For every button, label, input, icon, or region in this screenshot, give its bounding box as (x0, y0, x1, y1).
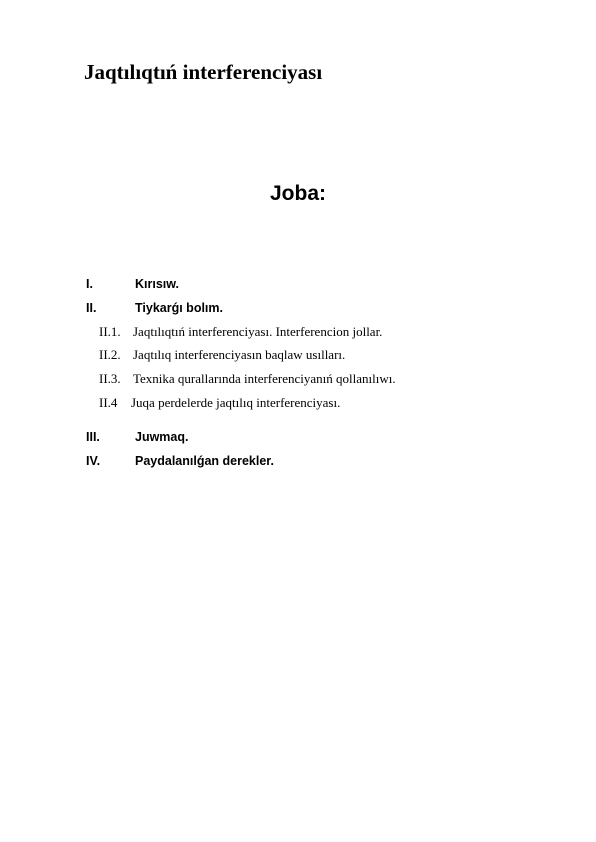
toc-item-text: Juqa perdelerde jaqtılıq interferenciyası. (131, 395, 341, 410)
toc-item-text: Paydalanılǵan derekler. (135, 454, 274, 468)
toc-item-number: II. (86, 301, 97, 315)
document-title: Jaqtılıqtıń interferenciyası (84, 60, 323, 84)
toc-subitem-2-1 (99, 324, 382, 340)
toc-subitem-2-2 (99, 347, 345, 363)
toc-subitem-2-4 (99, 395, 340, 411)
toc-item-number: II.3. (99, 371, 121, 386)
toc-item-number: I. (86, 277, 93, 291)
toc-item-number: IV. (86, 454, 101, 468)
plan-heading: Joba: (269, 182, 326, 205)
toc-item-references (86, 454, 274, 468)
toc-item-number: III. (86, 430, 100, 444)
toc-item-text: Tiykarǵı bolım. (135, 301, 223, 315)
toc-item-intro (86, 277, 179, 291)
toc-item-text: Kırısıw. (135, 277, 179, 291)
toc-item-number: II.4 (99, 395, 118, 410)
toc-item-conclusion (86, 430, 189, 444)
toc-item-text: Jaqtılıq interferenciyasın baqlaw usılları. (133, 347, 346, 362)
toc-subitem-2-3 (99, 371, 396, 387)
toc-item-number: II.2. (99, 347, 121, 362)
toc-item-text: Jaqtılıqtıń interferenciyası. Interferencion jollar. (133, 324, 383, 339)
toc-item-main (86, 301, 223, 315)
toc-item-text: Juwmaq. (135, 430, 189, 444)
toc-item-number: II.1. (99, 324, 121, 339)
toc-item-text: Texnika qurallarında interferenciyanıń qollanılıwı. (133, 371, 396, 386)
